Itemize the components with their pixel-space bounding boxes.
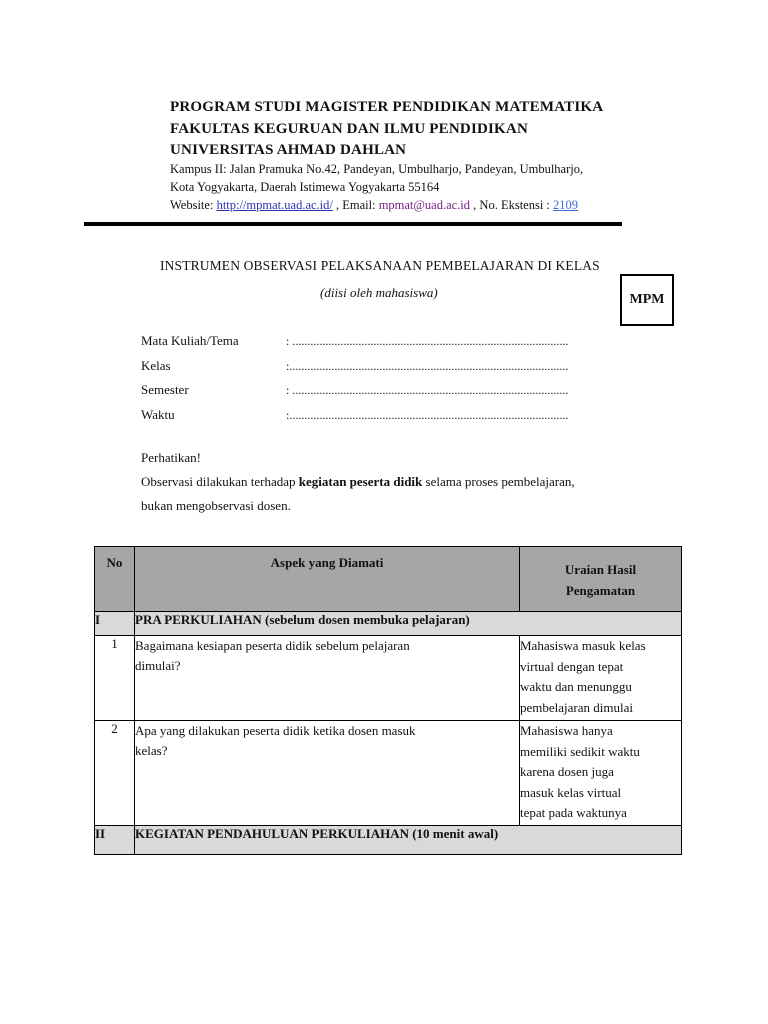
email-label: , Email: bbox=[332, 198, 379, 212]
header-result-line1: Uraian Hasil bbox=[564, 562, 637, 577]
header-faculty: FAKULTAS KEGURUAN DAN ILMU PENDIDIKAN bbox=[170, 121, 528, 137]
section-row bbox=[95, 826, 682, 855]
field-label-class: Kelas bbox=[141, 358, 171, 373]
header-university: UNIVERSITAS AHMAD DAHLAN bbox=[170, 142, 407, 158]
notice-line1 bbox=[141, 474, 575, 490]
table-row bbox=[95, 636, 682, 721]
field-time-blank[interactable]: :............................................................................................. bbox=[286, 408, 569, 422]
observation-table bbox=[94, 546, 682, 855]
section-row bbox=[95, 612, 682, 636]
header-aspect-label: Aspek yang Diamati bbox=[270, 555, 384, 570]
row-result-line: waktu dan menunggu bbox=[520, 679, 632, 694]
header-no bbox=[95, 547, 135, 612]
notice-line1-post: selama proses pembelajaran, bbox=[422, 474, 575, 489]
email-link[interactable]: mpmat@uad.ac.id bbox=[378, 198, 471, 212]
row-result[interactable] bbox=[520, 636, 682, 721]
field-label-semester: Semester bbox=[141, 382, 189, 397]
notice-heading: Perhatikan! bbox=[141, 450, 201, 465]
header-result bbox=[520, 547, 682, 612]
header-program: PROGRAM STUDI MAGISTER PENDIDIKAN MATEMATIKA bbox=[170, 99, 604, 115]
table-row bbox=[95, 721, 682, 826]
row-result-line: pembelajaran dimulai bbox=[520, 699, 633, 715]
row-result-line: masuk kelas virtual bbox=[520, 784, 622, 800]
notice-line1-pre: Observasi dilakukan terhadap bbox=[141, 474, 299, 489]
row-result-line: memiliki sedikit waktu bbox=[520, 743, 640, 759]
section-title: PRA PERKULIAHAN (sebelum dosen membuka pelajaran) bbox=[135, 612, 682, 636]
form-code-box: MPM bbox=[620, 274, 674, 326]
row-result-line: virtual dengan tepat bbox=[520, 658, 624, 674]
table-header-row bbox=[95, 547, 682, 612]
extension-label: , No. Ekstensi : bbox=[470, 198, 554, 212]
section-no: I bbox=[95, 612, 135, 636]
header-address-line2: Kota Yogyakarta, Daerah Istimewa Yogyakarta 55164 bbox=[170, 180, 440, 194]
section-title: KEGIATAN PENDAHULUAN PERKULIAHAN (10 menit awal) bbox=[135, 826, 682, 855]
row-no: 2 bbox=[95, 721, 135, 826]
header-contact-line bbox=[170, 198, 578, 213]
field-semester-blank[interactable]: : ............................................................................................ bbox=[286, 383, 569, 397]
header-divider bbox=[84, 222, 622, 226]
extension-number[interactable]: 2109 bbox=[553, 198, 579, 212]
header-no-label: No bbox=[106, 555, 123, 570]
row-aspect bbox=[135, 636, 520, 721]
row-result-line: Mahasiswa hanya bbox=[520, 723, 613, 738]
row-no: 1 bbox=[95, 636, 135, 721]
row-aspect-line1: Apa yang dilakukan peserta didik ketika dosen masuk bbox=[135, 723, 416, 738]
field-class-blank[interactable]: :............................................................................................. bbox=[286, 359, 569, 373]
row-aspect-line1: Bagaimana kesiapan peserta didik sebelum pelajaran bbox=[135, 638, 410, 653]
notice-line2: bukan mengobservasi dosen. bbox=[141, 498, 291, 513]
form-title: INSTRUMEN OBSERVASI PELAKSANAAN PEMBELAJARAN DI KELAS bbox=[160, 258, 600, 273]
header-address-line1: Kampus II: Jalan Pramuka No.42, Pandeyan, Umbulharjo, Pandeyan, Umbulharjo, bbox=[170, 162, 584, 176]
field-label-course: Mata Kuliah/Tema bbox=[141, 333, 239, 348]
website-label: Website: bbox=[170, 198, 217, 212]
row-result-line: tepat pada waktunya bbox=[520, 805, 627, 820]
section-no: II bbox=[95, 826, 135, 855]
field-course-blank[interactable]: : ............................................................................................ bbox=[286, 334, 569, 348]
field-label-time: Waktu bbox=[141, 407, 175, 422]
row-aspect-line2: dimulai? bbox=[135, 658, 181, 673]
row-result-line: Mahasiswa masuk kelas bbox=[520, 638, 646, 653]
form-subtitle: (diisi oleh mahasiswa) bbox=[320, 285, 438, 300]
row-result[interactable] bbox=[520, 721, 682, 826]
header-aspect bbox=[135, 547, 520, 612]
row-aspect bbox=[135, 721, 520, 826]
header-result-line2: Pengamatan bbox=[565, 583, 636, 598]
row-aspect-line2: kelas? bbox=[135, 743, 168, 758]
row-result-line: karena dosen juga bbox=[520, 764, 614, 779]
notice-line1-bold: kegiatan peserta didik bbox=[298, 474, 423, 489]
website-link[interactable]: http://mpmat.uad.ac.id/ bbox=[216, 198, 333, 212]
